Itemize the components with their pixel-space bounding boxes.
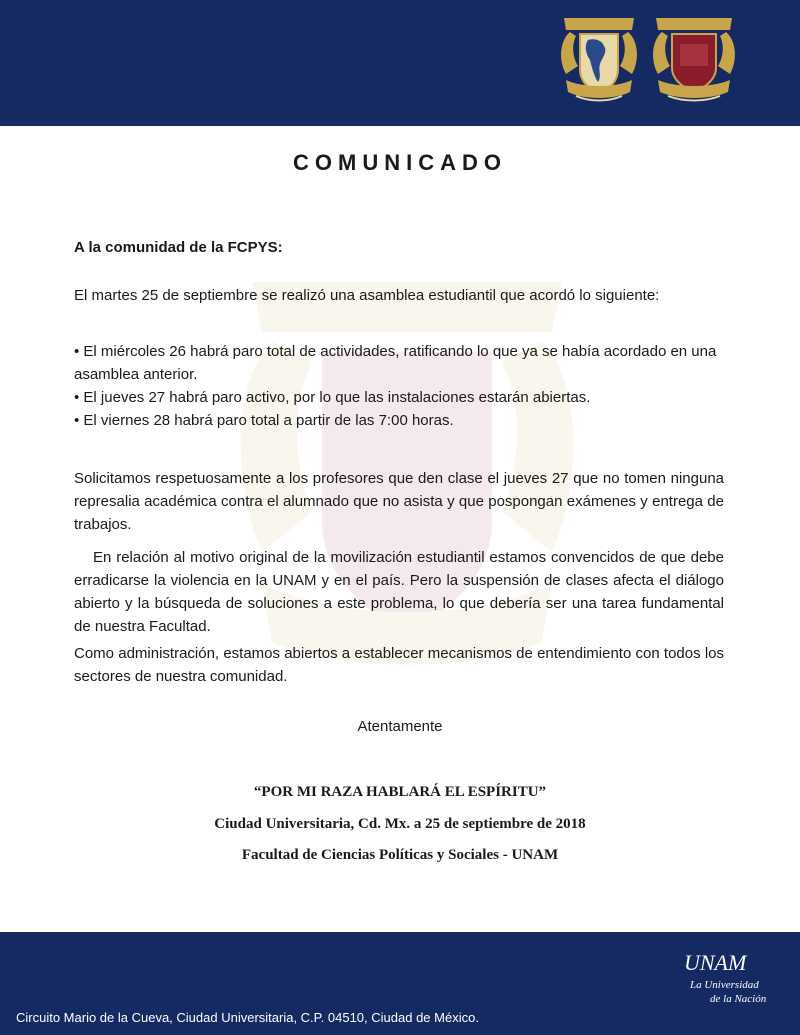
unam-universidad-de-la-nacion-logo-icon <box>680 946 772 1010</box>
request-paragraph: Solicitamos respetuosamente a los profesores que den clase el jueves 27 que no tomen ninguna represalia académica contra el alumnado que no asista y que pospongan exámenes y entrega de trabajos. <box>74 470 724 533</box>
svg-text:La Universidad: La Universidad <box>690 979 759 991</box>
agreements-list <box>74 340 724 432</box>
footer-address: Circuito Mario de la Cueva, Ciudad Universitaria, C.P. 04510, Ciudad de México. <box>16 1010 479 1025</box>
svg-text:UNAM: UNAM <box>684 950 747 975</box>
header-band <box>0 0 800 126</box>
page-title: COMUNICADO <box>293 150 507 175</box>
unam-seal-icon <box>556 10 642 106</box>
list-item: • El jueves 27 habrá paro activo, por lo que las instalaciones estarán abiertas. <box>74 386 724 409</box>
intro-paragraph: El martes 25 de septiembre se realizó una asamblea estudiantil que acordó lo siguiente: <box>74 287 660 304</box>
violence-paragraph: En relación al motivo original de la movilización estudiantil estamos convencidos de que debe erradicarse la violencia en la UNAM y en el país. Pero la suspensión de clases afecta el diálogo abierto y la búsqueda de soluciones a este problema, lo que debería ser una tarea fundamental de nuestra Facultad. <box>74 549 724 635</box>
motto: “POR MI RAZA HABLARÁ EL ESPÍRITU” <box>253 784 547 800</box>
list-item: • El miércoles 26 habrá paro total de actividades, ratificando lo que ya se había acordado en una asamblea anterior. <box>74 340 724 386</box>
footer-band <box>0 932 800 1035</box>
place-date: Ciudad Universitaria, Cd. Mx. a 25 de septiembre de 2018 <box>214 816 586 832</box>
fcpys-seal-icon <box>648 10 740 106</box>
faculty-signature: Facultad de Ciencias Políticas y Sociales - UNAM <box>241 847 559 863</box>
administration-paragraph: Como administración, estamos abiertos a establecer mecanismos de entendimiento con todos los sectores de nuestra comunidad. <box>74 645 724 685</box>
greeting: A la comunidad de la FCPYS: <box>74 239 283 256</box>
list-item: • El viernes 28 habrá paro total a partir de las 7:00 horas. <box>74 409 724 432</box>
svg-text:de la Nación: de la Nación <box>710 993 767 1005</box>
closing: Atentamente <box>357 718 443 735</box>
